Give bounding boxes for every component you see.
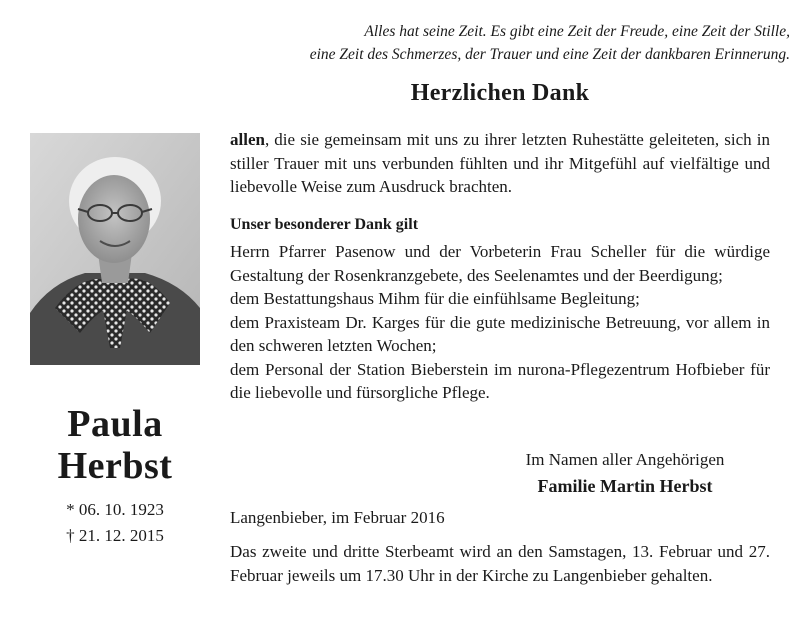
signature-block xyxy=(480,447,770,499)
deceased-name xyxy=(30,403,200,487)
intro-bold-word: allen xyxy=(230,130,265,149)
thanks-text xyxy=(230,128,770,405)
thanks-item: dem Praxisteam Dr. Karges für die gute medizinische Betreuung, vor allem in den schweren letzten Wochen; xyxy=(230,312,770,355)
page-title: Herzlichen Dank xyxy=(410,80,590,106)
special-thanks-list xyxy=(230,240,770,405)
motto-line-1: Alles hat seine Zeit. Es gibt eine Zeit der Freude, eine Zeit der Stille, xyxy=(364,23,790,40)
place-date: Langenbieber, im Februar 2016 xyxy=(230,508,445,527)
intro-paragraph xyxy=(230,128,770,199)
mass-notice: Das zweite und dritte Sterbeamt wird an den Samstagen, 13. Februar und 27. Februar jeweils um 17.30 Uhr in der Kirche zu Langenbieber gehalten. xyxy=(230,542,770,585)
thanks-item: dem Bestattungshaus Mihm für die einfühlsame Begleitung; xyxy=(230,289,640,308)
motto-line-2: eine Zeit des Schmerzes, der Trauer und eine Zeit der dankbaren Erinnerung. xyxy=(309,46,790,63)
thanks-item: dem Personal der Station Bieberstein im nurona-Pflegezentrum Hofbieber für die liebevolle und fürsorgliche Pflege. xyxy=(230,359,770,402)
signature-family: Familie Martin Herbst xyxy=(537,476,713,496)
portrait-photo xyxy=(30,133,200,365)
intro-text: , die sie gemeinsam mit uns zu ihrer letzten Ruhestätte geleiteten, sich in stiller Trauer mit uns verbunden fühlten und ihr Mitgefühl auf vielfältige und liebevolle Weise zum Ausdruck brachten. xyxy=(230,130,770,196)
death-date: † 21. 12. 2015 xyxy=(66,526,164,545)
deceased-last-name: Herbst xyxy=(57,445,173,487)
signature-line: Im Namen aller Angehörigen xyxy=(525,450,725,469)
motto-quote xyxy=(200,20,790,66)
birth-date: * 06. 10. 1923 xyxy=(66,500,164,519)
special-thanks-heading: Unser besonderer Dank gilt xyxy=(230,215,419,233)
deceased-first-name: Paula xyxy=(67,403,163,445)
life-dates xyxy=(30,497,200,549)
thanks-item: Herrn Pfarrer Pasenow und der Vorbeterin Frau Scheller für die würdige Gestaltung der Rosenkranzgebete, des Seelenamtes und der Beerdigung; xyxy=(230,242,770,285)
